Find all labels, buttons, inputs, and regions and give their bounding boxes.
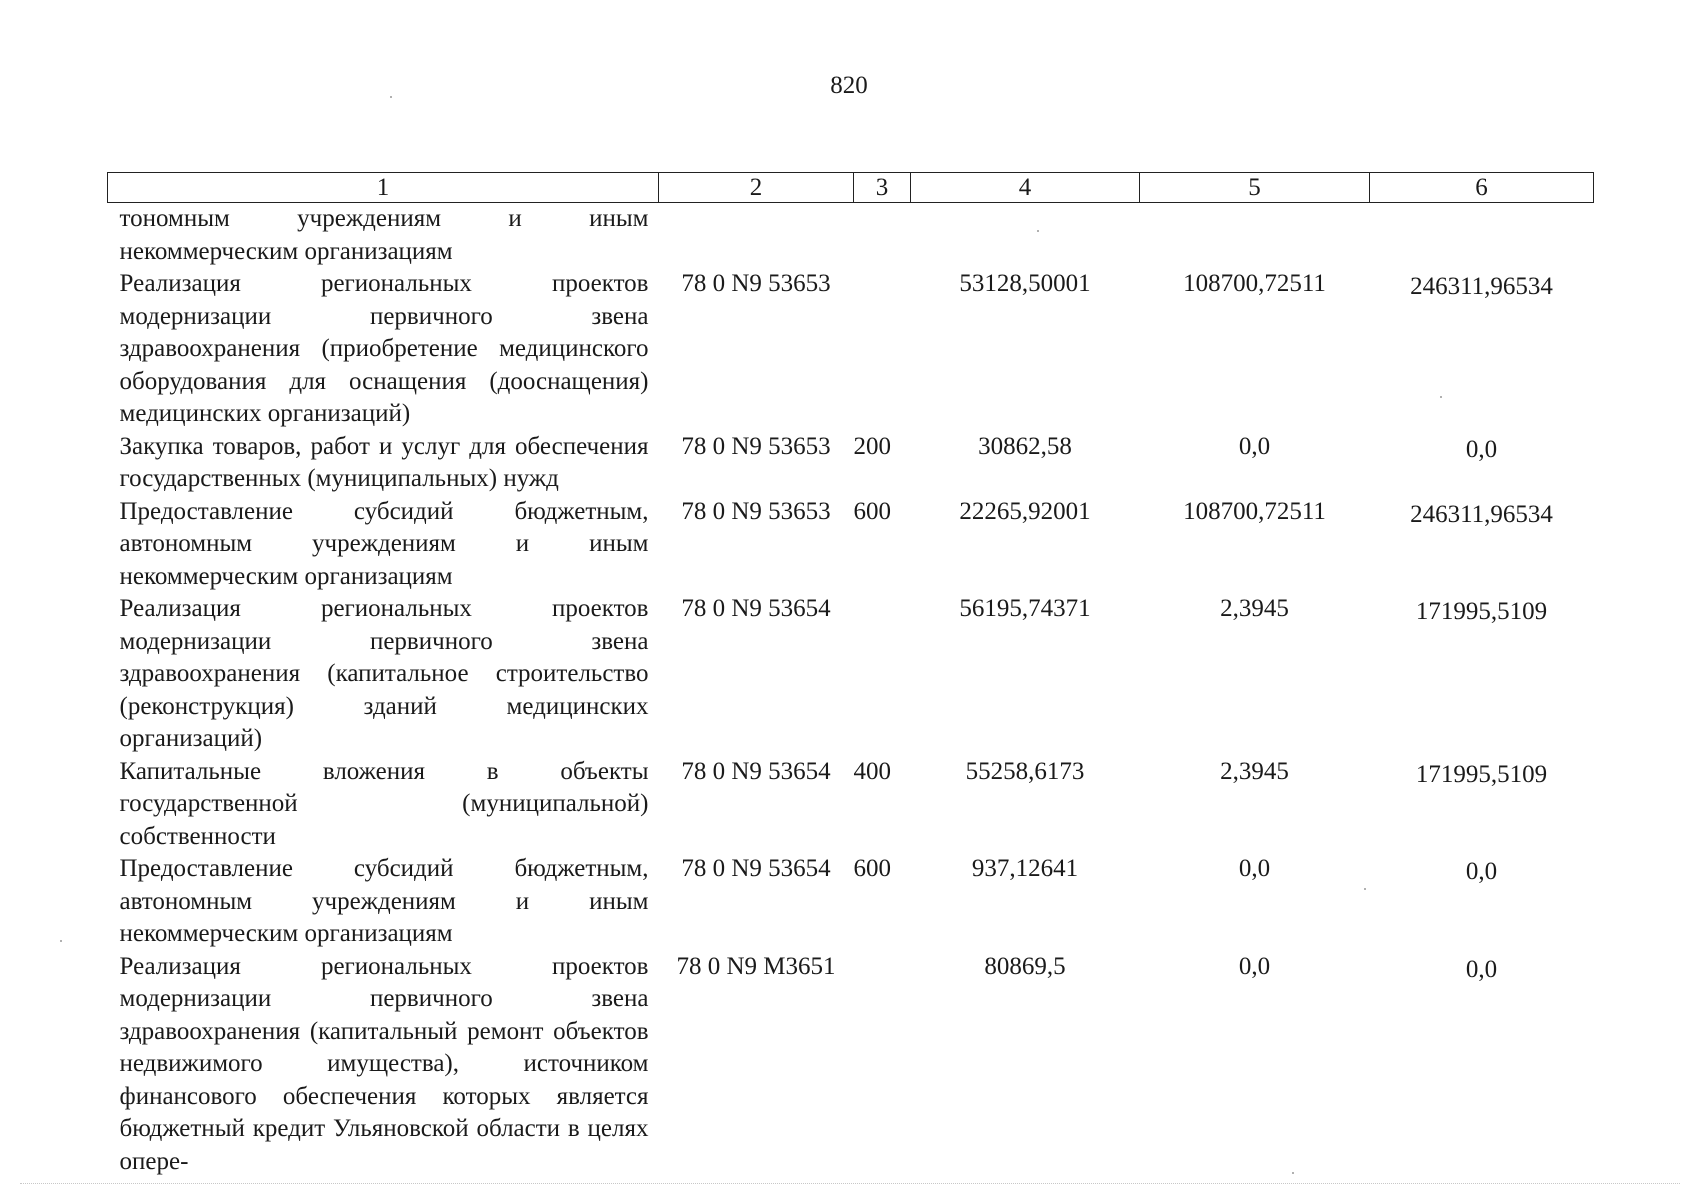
row-code: 78 0 N9 M3651 [676,952,836,980]
column-header-5: 5 [1140,173,1370,203]
row-code: 78 0 N9 53653 [681,497,831,525]
row-expense-type: 600 [853,855,891,882]
row-value-5: 0,0 [1238,855,1271,882]
row-value-5: 0,0 [1238,952,1271,980]
row-code: 78 0 N9 53654 [681,595,831,622]
scan-edge-noise [20,1183,1680,1185]
row-value-6 [1370,203,1594,269]
column-header-3: 3 [854,173,911,203]
scan-speck [1440,396,1442,398]
row-value-5 [1140,203,1370,269]
row-value-4: 937,12641 [971,855,1079,882]
row-value-5: 2,3945 [1220,595,1289,622]
header-row [108,173,1594,203]
scan-speck [1037,230,1039,232]
row-name: Закупка товаров, работ и услуг для обеспечения государственных (муниципальных) нужд [119,432,649,492]
table-row [108,593,1594,756]
row-expense-type [854,203,911,269]
row-value-6: 0,0 [1465,955,1498,983]
table-row [108,431,1594,496]
table-row [108,853,1594,951]
row-value-4: 53128,50001 [959,270,1091,297]
row-value-4: 30862,58 [978,432,1072,460]
table-row [108,203,1594,269]
row-value-6: 171995,5109 [1415,598,1548,625]
row-expense-type [854,951,911,1179]
scan-speck [390,96,392,98]
row-code: 78 0 N9 53654 [681,757,831,785]
column-header-2: 2 [659,173,854,203]
row-code: 78 0 N9 53654 [681,855,831,882]
column-header-6: 6 [1370,173,1594,203]
scan-speck [1364,888,1366,890]
column-header-1: 1 [108,173,659,203]
row-value-4 [911,203,1140,269]
row-value-6: 0,0 [1465,435,1498,463]
row-name: Предоставление субсидий бюджетным, автономным учреждениям и иным некоммерческим организациям [119,855,649,947]
row-value-6: 171995,5109 [1415,760,1548,788]
row-code [659,203,854,269]
row-name: Предоставление субсидий бюджетным, автономным учреждениям и иным некоммерческим организациям [119,497,649,590]
table-body [108,203,1594,1179]
row-value-4: 56195,74371 [959,595,1091,622]
row-value-5: 108700,72511 [1183,497,1326,525]
table-header [108,173,1594,203]
table-row [108,951,1594,1179]
row-expense-type [854,268,911,431]
row-name: Реализация региональных проектов модернизации первичного звена здравоохранения (капитальный ремонт объектов недвижимого имущества), источником финансового обеспечения которых является бюджетный кредит Ульяновской области в целях опере- [119,952,649,1175]
row-expense-type: 600 [853,497,891,525]
row-value-4: 55258,6173 [965,757,1085,785]
row-expense-type: 400 [853,757,891,785]
table-row [108,268,1594,431]
row-value-5: 0,0 [1238,432,1271,460]
row-value-6: 246311,96534 [1410,500,1553,528]
scan-speck [1292,1172,1294,1174]
scan-speck [60,940,62,942]
column-header-4: 4 [911,173,1140,203]
row-name: Капитальные вложения в объекты государственной (муниципальной) собственности [119,757,649,850]
row-value-6: 246311,96534 [1410,273,1553,300]
budget-table [107,172,1594,1178]
row-name: Реализация региональных проектов модернизации первичного звена здравоохранения (приобретение медицинского оборудования для оснащения (дооснащения) медицинских организаций) [119,270,649,427]
row-expense-type [854,593,911,756]
row-value-4: 80869,5 [984,952,1066,980]
table-row [108,756,1594,854]
row-value-4: 22265,92001 [959,497,1091,525]
row-value-5: 108700,72511 [1183,270,1326,297]
row-value-6: 0,0 [1465,858,1498,885]
row-value-5: 2,3945 [1220,757,1289,785]
page-number: 820 [830,72,868,99]
row-name: Реализация региональных проектов модернизации первичного звена здравоохранения (капитальное строительство (реконструкция) зданий медицинских организаций) [119,595,649,752]
row-name: тономным учреждениям и иным некоммерческим организациям [119,205,649,265]
row-expense-type: 200 [853,432,891,460]
row-code: 78 0 N9 53653 [681,432,831,460]
table-row [108,496,1594,594]
row-code: 78 0 N9 53653 [681,270,831,297]
